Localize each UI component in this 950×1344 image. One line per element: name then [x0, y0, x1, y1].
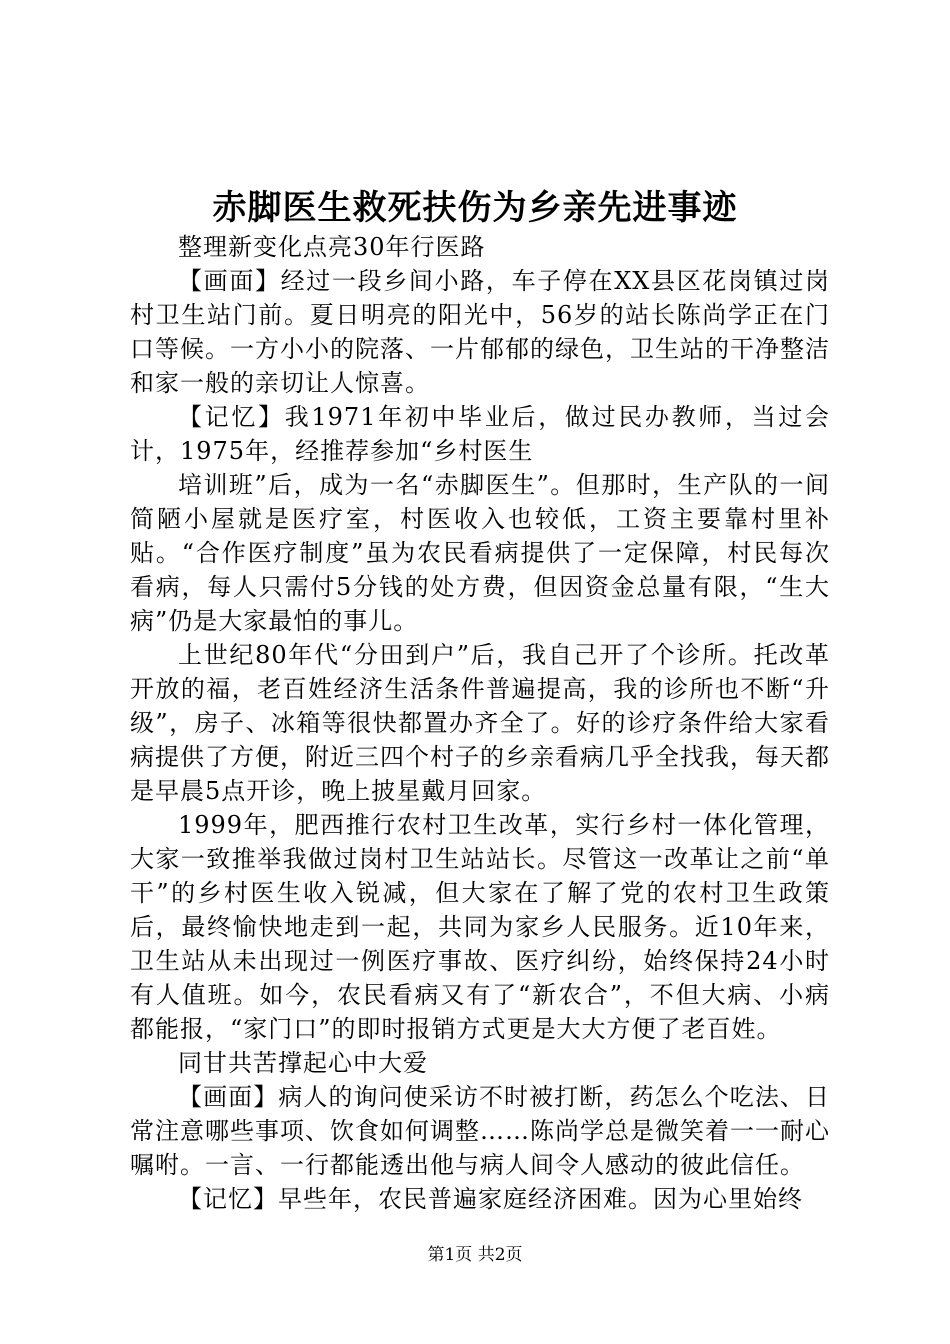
paragraph: 上世纪80年代“分田到户”后，我自己开了个诊所。托改革开放的福，老百姓经济生活条件普遍提高，我的诊所也不断“升级”，房子、冰箱等很快都置办齐全了。好的诊疗条件给大家看病提供了方便，附近三四个村子的乡亲看病几乎全找我，每天都是早晨5点开诊，晚上披星戴月回家。: [130, 641, 830, 805]
paragraph: 【记忆】我1971年初中毕业后，做过民办教师，当过会计，1975年，经推荐参加“乡村医生: [130, 403, 830, 465]
paragraph: 【画面】经过一段乡间小路，车子停在XX县区花岗镇过岗村卫生站门前。夏日明亮的阳光中，56岁的站长陈尚学正在门口等候。一方小小的院落、一片郁郁的绿色，卫生站的干净整洁和家一般的亲切让人惊喜。: [130, 267, 830, 397]
paragraph: 【画面】病人的询问使采访不时被打断，药怎么个吃法、日常注意哪些事项、饮食如何调整……陈尚学总是微笑着一一耐心嘱咐。一言、一行都能透出他与病人间令人感动的彼此信任。: [130, 1083, 830, 1179]
document-title: 赤脚医生救死扶伤为乡亲先进事迹: [212, 188, 738, 228]
paragraph: 1999年，肥西推行农村卫生改革，实行乡村一体化管理，大家一致推举我做过岗村卫生站站长。尽管这一改革让之前“单干”的乡村医生收入锐减，但大家在了解了党的农村卫生政策后，最终愉快地走到一起，共同为家乡人民服务。近10年来，卫生站从未出现过一例医疗事故、医疗纠纷，始终保持24小时有人值班。如今，农民看病又有了“新农合”，不但大病、小病都能报，“家门口”的即时报销方式更是大大方便了老百姓。: [130, 811, 830, 1043]
paragraph-subheading: 整理新变化点亮30年行医路: [178, 233, 486, 261]
paragraph: 培训班”后，成为一名“赤脚医生”。但那时，生产队的一间简陋小屋就是医疗室，村医收入也较低，工资主要靠村里补贴。“合作医疗制度”虽为农民看病提供了一定保障，村民每次看病，每人只需付5分钱的处方费，但因资金总量有限，“生大病”仍是大家最怕的事儿。: [130, 471, 830, 635]
document-body: [130, 230, 830, 1216]
paragraph-subheading: 同甘共苦撑起心中大爱: [178, 1049, 428, 1077]
page-number-footer: 第1页 共2页: [427, 1245, 523, 1265]
paragraph: 【记忆】早些年，农民普遍家庭经济困难。因为心里始终: [178, 1185, 803, 1213]
